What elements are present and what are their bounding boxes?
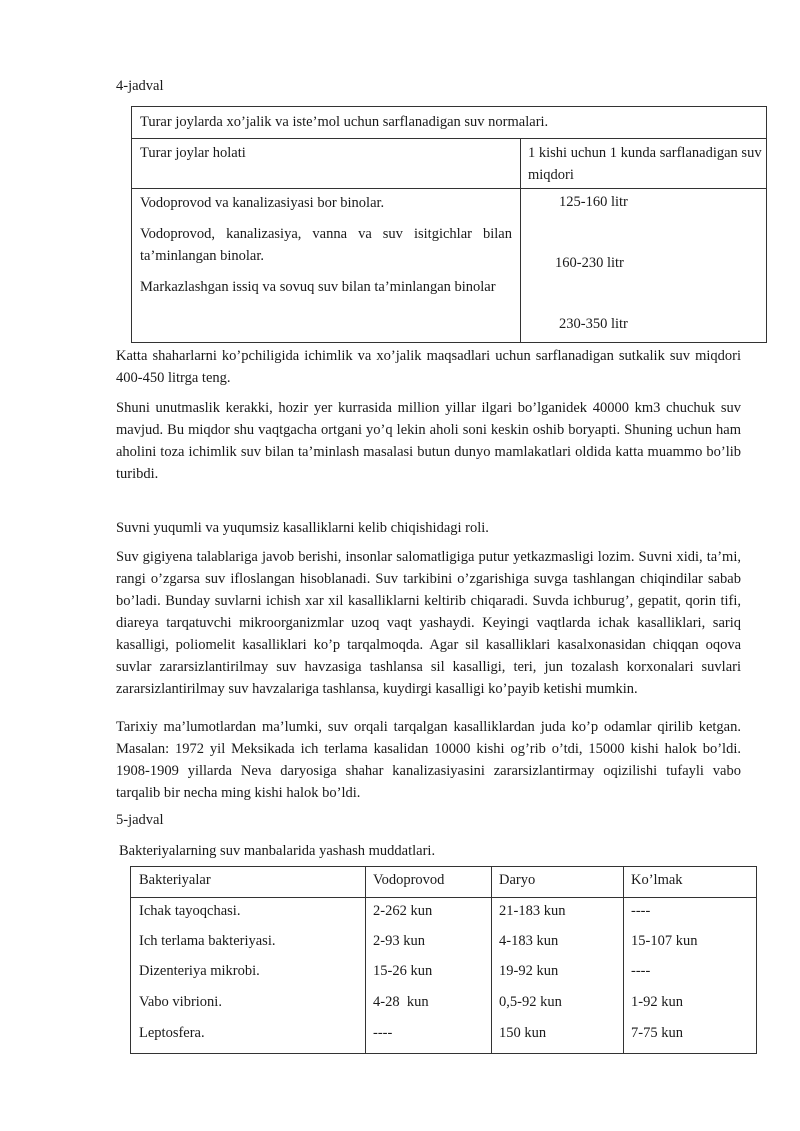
table4-row-label: Markazlashgan issiq va sovuq suv bilan ta’minlangan binolar: [140, 279, 496, 295]
table5-caption: 5-jadval: [116, 812, 164, 828]
table4-row-label: Vodoprovod va kanalizasiyasi bor binolar.: [140, 195, 385, 211]
table4-column-divider: [520, 138, 521, 342]
table5-cell: 7-75 kun: [631, 1025, 683, 1041]
water-norms-table: [131, 106, 767, 343]
table5-cell: 4-183 kun: [499, 933, 559, 949]
table4-row-value: 125-160 litr: [559, 194, 628, 210]
table4-row-value: 160-230 litr: [555, 255, 624, 271]
table5-column-divider: [491, 867, 492, 1053]
table5-title: Bakteriyalarning suv manbalarida yashash muddatlari.: [119, 843, 436, 859]
table5-cell: Vabo vibrioni.: [139, 994, 222, 1010]
table5-cell: 150 kun: [499, 1025, 547, 1041]
paragraph: Suv gigiyena talablariga javob berishi, insonlar salomatligiga putur yetkazmasligi lozim. Suvni xidi, ta’mi, rangi o’zgarsa suv ifloslangan hisoblanadi. Suv tarkibini o’zgarishiga suvga tashlangan chiqindilar sabab bo’ladi. Bunday suvlarni ichish xar xil kasalliklarni keltirib chiqaradi. Suvda ichburug’, gepatit, qorin tifi, diareya tarqatuvchi mikroorganizmlar uzoq vaqt yashaydi. Keyingi vaqtlarda ichak kasalliklari, sariq kasalligi, poliomelit kasalliklari ko’p tarqalmoqda. Agar sil kasalliklari kasalxonasidan chiqqan oqova suvlar zararsizlantirilmay suv havzasiga tashlansa sil kasalligi, teri, jun tozalash korxonalari suvlari zararsizlantirilmay suv havzalariga tashlansa, kuydirgi kasalligi ko’payib ketishi mumkin.: [116, 549, 741, 697]
table5-header: Vodoprovod: [373, 872, 445, 888]
table5-cell: 15-107 kun: [631, 933, 698, 949]
table5-column-divider: [623, 867, 624, 1053]
bacteria-survival-table: [130, 866, 757, 1054]
table5-cell: 0,5-92 kun: [499, 994, 562, 1010]
table4-caption: 4-jadval: [116, 78, 164, 94]
paragraph: Shuni unutmaslik kerakki, hozir yer kurrasida million yillar ilgari bo’lganidek 40000 km3 chuchuk suv mavjud. Bu miqdor shu vaqtgacha ortgani yo’q lekin aholi soni keskin oshib boryapti. Shuning uchun ham aholini toza ichimlik suv bilan ta’minlash masalasi butun dunyo mamlakatlari oldida katta muammo bo’lib turibdi.: [116, 400, 741, 482]
table5-cell: ----: [631, 903, 651, 919]
table5-cell: ----: [373, 1025, 393, 1041]
paragraph: Tarixiy ma’lumotlardan ma’lumki, suv orqali tarqalgan kasalliklardan juda ko’p odamlar qirilib ketgan. Masalan: 1972 yil Meksikada ich terlama kasalidan 10000 kishi og’rib o’tdi, 15000 kishi halok bo’ldi. 1908-1909 yillarda Neva daryosiga shahar kanalizasiyasini zararsizlantirmay oqizilishi tufayli vabo tarqalib bir necha ming kishi halok bo’ldi.: [116, 719, 741, 801]
table5-cell: 15-26 kun: [373, 963, 433, 979]
table5-cell: Ich terlama bakteriyasi.: [139, 933, 276, 949]
table5-cell: Dizenteriya mikrobi.: [139, 963, 260, 979]
table5-cell: 2-93 kun: [373, 933, 425, 949]
table5-cell: 21-183 kun: [499, 903, 566, 919]
table4-labels: [140, 192, 512, 307]
table4-col1-header: Turar joylar holati: [140, 145, 246, 161]
table5-header-divider: [131, 897, 756, 898]
table5-cell: ----: [631, 963, 651, 979]
table4-header-divider: [132, 188, 766, 189]
section-heading: Suvni yuqumli va yuqumsiz kasalliklarni kelib chiqishidagi roli.: [116, 520, 489, 536]
table5-cell: 2-262 kun: [373, 903, 433, 919]
table5-column-divider: [365, 867, 366, 1053]
table5-header: Daryo: [499, 872, 536, 888]
table5-header: Bakteriyalar: [139, 872, 211, 888]
table4-title: Turar joylarda xo’jalik va iste’mol uchun sarflanadigan suv normalari.: [140, 114, 549, 130]
table5-cell: 1-92 kun: [631, 994, 683, 1010]
table4-divider: [132, 138, 766, 139]
table5-cell: Leptosfera.: [139, 1025, 205, 1041]
table5-header: Ko’lmak: [631, 872, 683, 888]
table5-cell: 19-92 kun: [499, 963, 559, 979]
table4-row-label: Vodoprovod, kanalizasiya, vanna va suv isitgichlar bilan ta’minlangan binolar.: [140, 226, 512, 264]
paragraph: Katta shaharlarni ko’pchiligida ichimlik va xo’jalik maqsadlari uchun sarflanadigan sutkalik suv miqdori 400-450 litrga teng.: [116, 348, 741, 386]
table4-col2-header: 1 kishi uchun 1 kunda sarflanadigan suv miqdori: [528, 145, 762, 183]
table5-cell: Ichak tayoqchasi.: [139, 903, 241, 919]
table4-row-value: 230-350 litr: [559, 316, 628, 332]
table5-cell: 4-28 kun: [373, 994, 429, 1010]
